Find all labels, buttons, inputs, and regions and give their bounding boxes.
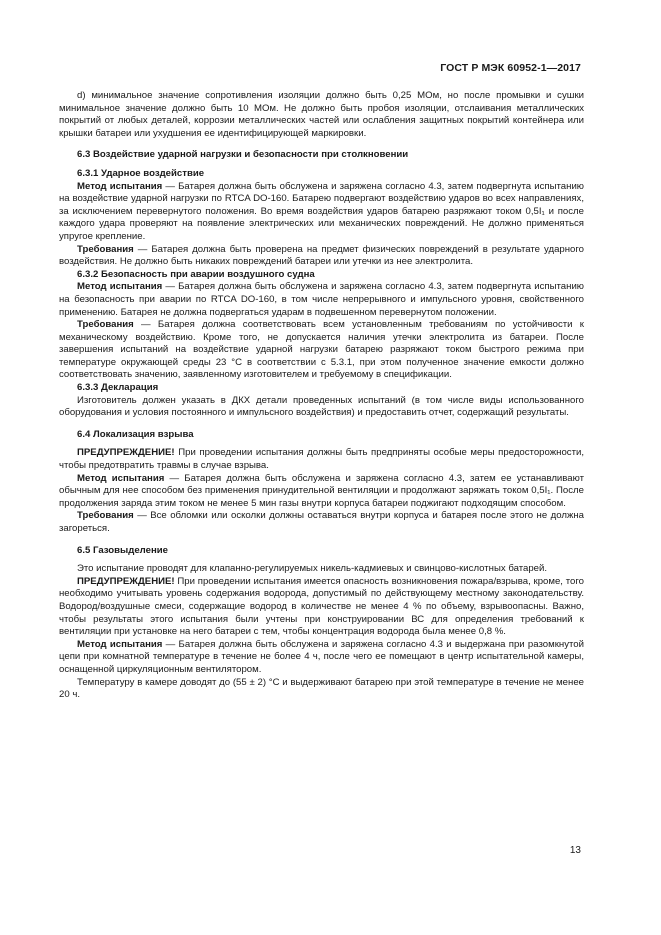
paragraph-text: Это испытание проводят для клапанно-регулируемых никель-кадмиевых и свинцово-кислотных батарей.: [77, 563, 548, 575]
paragraph-label: Требования: [77, 243, 134, 255]
paragraph-text: Изготовитель должен указать в ДКХ детали проведенных испытаний (в том числе виды использованного оборудования и условия постоянного и импульсного воздействия) и предоставить отчет, содержащий результаты.: [59, 394, 584, 419]
paragraph: [59, 677, 584, 702]
paragraph: [59, 510, 584, 535]
paragraph-text: — Батарея должна быть проверена на предмет физических повреждений в результате ударного воздействия. Не должно быть никаких повреждений батареи или утечки из нее электролита.: [59, 243, 584, 268]
section-heading: [59, 149, 584, 162]
paragraph-text: 6.3.1 Ударное воздействие: [77, 167, 205, 179]
paragraph: [59, 281, 584, 319]
document-body: [59, 90, 584, 702]
section-heading: [59, 429, 584, 442]
paragraph: [59, 447, 584, 472]
paragraph-label: ПРЕДУПРЕЖДЕНИЕ!: [77, 575, 175, 587]
paragraph-label: Метод испытания: [77, 472, 165, 484]
paragraph: [59, 473, 584, 511]
paragraph-text: 6.4 Локализация взрыва: [77, 428, 194, 440]
paragraph: [59, 319, 584, 382]
paragraph: [59, 563, 584, 576]
paragraph-text: 6.3 Воздействие ударной нагрузки и безопасности при столкновении: [77, 149, 409, 161]
paragraph-text: — Батарея должна быть обслужена и заряжена согласно 4.3, затем подвергнута испытанию на безопасность при аварии по RTCA DO-160, в том числе непрерывного и импульсного уровня, свойственного применению. Батарея не должна подвергаться ударам в подвешенном перевернутом положении.: [59, 281, 584, 318]
paragraph-text: 6.3.3 Декларация: [77, 382, 159, 394]
paragraph-label: Требования: [77, 510, 134, 522]
paragraph-label: Требования: [77, 319, 134, 331]
paragraph: [59, 395, 584, 420]
paragraph-text: — Батарея должна соответствовать всем установленным требованиям по устойчивости к механическому воздействию. Кроме того, не допускается наличия утечки электролита из батареи. После завершения испытаний на воздействие ударной нагрузки батарею разряжают током быстрого режима при температуре окружающей среды 23 °С в соответствии с 5.3.1, при этом полученное значение емкости должно соответствовать значению, заявленному изготовителем и требуемому в спецификации.: [59, 319, 584, 381]
paragraph: [59, 244, 584, 269]
paragraph-text: — Батарея должна быть обслужена и заряжена согласно 4.3, затем подвергнута испытанию на воздействие ударной нагрузки по RTCA DO-160. Батарею подвергают воздействию ударов во всех направлениях, за исключением перевернутого положения. Во время воздействия ударов батарею разряжают током 0,5I₁ и после каждого удара проверяют на появление электрических или механических повреждений. Не должно применяться упругое крепление.: [59, 180, 584, 242]
standard-header: ГОСТ Р МЭК 60952-1—2017: [440, 62, 581, 74]
paragraph-text: Температуру в камере доводят до (55 ± 2) °С и выдерживают батарею при этой температуре в течение не менее 20 ч.: [59, 676, 584, 701]
paragraph: [59, 181, 584, 244]
paragraph-text: — Все обломки или осколки должны оставаться внутри корпуса и батарея после этого не должна загореться.: [59, 510, 584, 534]
paragraph-text: d) минимальное значение сопротивления изоляции должно быть 0,25 МОм, но после промывки и сушки минимальное значение должно быть 10 МОм. Не должно быть пробоя изоляции, отслаивания металлических покрытий от любых деталей, коррозии металлических частей или ослабления защитных покрытий контейнера или крышки батареи или ухудшения ее идентифицирующей маркировки.: [59, 90, 584, 139]
section-heading: [59, 545, 584, 558]
paragraph-text: 6.3.2 Безопасность при аварии воздушного судна: [77, 268, 315, 280]
section-heading: [59, 168, 584, 181]
paragraph-label: Метод испытания: [77, 180, 163, 192]
paragraph-label: Метод испытания: [77, 638, 163, 650]
section-heading: [59, 269, 584, 282]
paragraph: [59, 639, 584, 677]
paragraph-text: При проведении испытания должны быть предприняты особые меры предосторожности, чтобы предотвратить травмы в случае взрыва.: [59, 447, 584, 472]
paragraph-label: ПРЕДУПРЕЖДЕНИЕ!: [77, 447, 175, 459]
paragraph-text: При проведении испытания имеется опасность возникновения пожара/взрыва, кроме, того необходимо учитывать уровень содержания водорода, допустимый по действующему местному законодательству. Водород/воздушные смеси, содержащие водород в количестве не менее 4 % по объему, взрывоопасны. Важно, чтобы результаты этого испытания были учтены при конструировании ВС для определения требований к вентиляции при установке на него батареи с тем, чтобы концентрация водорода была менее 0,8 %.: [59, 575, 584, 638]
page-number: 13: [569, 845, 581, 856]
section-heading: [59, 382, 584, 395]
paragraph: [59, 90, 584, 140]
paragraph-text: — Батарея должна быть обслужена и заряжена согласно 4.3, затем ее устанавливают обычным для нее способом без применения принудительной вентиляции и продолжают заряжать током 0,5I₁. После продолжения заряда этим током не менее 5 мин газы внутри корпуса батареи поджигают подходящим способом.: [59, 472, 584, 509]
paragraph-label: Метод испытания: [77, 281, 163, 293]
paragraph-text: — Батарея должна быть обслужена и заряжена согласно 4.3 и выдержана при разомкнутой цепи при комнатной температуре в течение не более 4 ч, после чего ее помещают в центр испытательной камеры, оснащенной циркуляционным вентилятором.: [59, 638, 584, 675]
paragraph: [59, 576, 584, 639]
paragraph-text: 6.5 Газовыделение: [77, 544, 169, 556]
